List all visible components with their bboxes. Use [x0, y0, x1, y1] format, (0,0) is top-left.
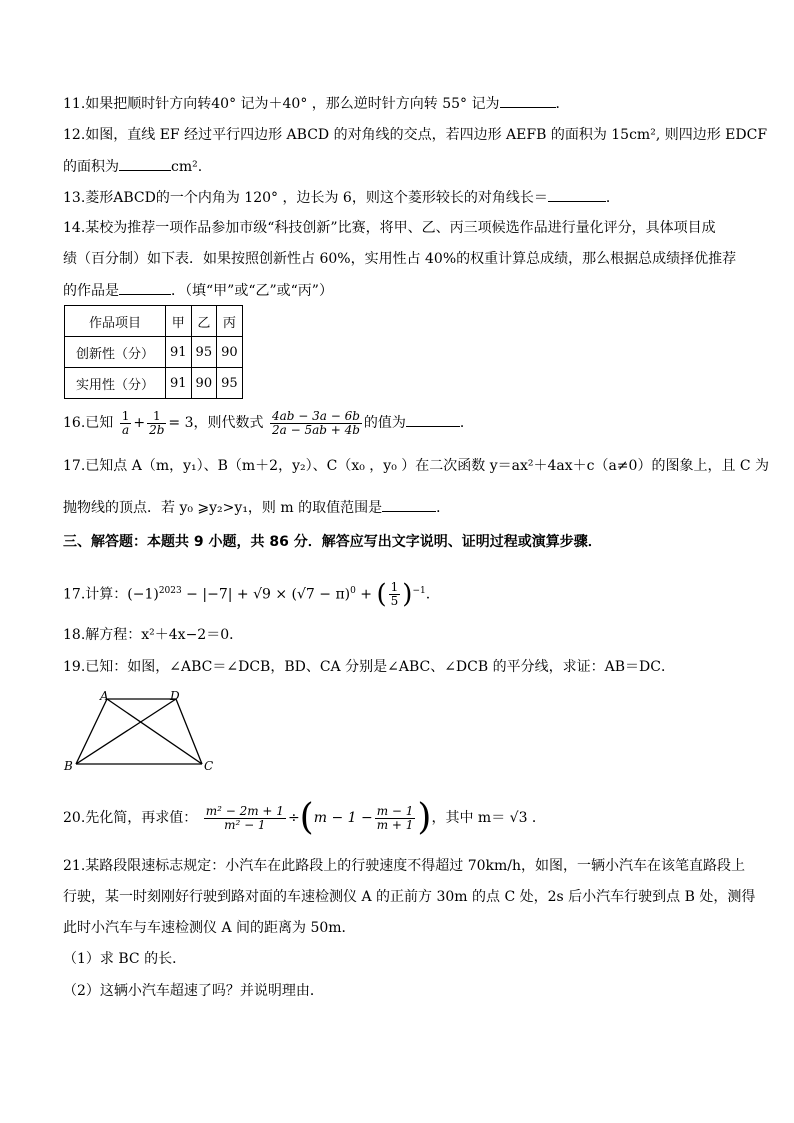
- answer-blank[interactable]: [119, 156, 171, 171]
- table-cell: 90: [191, 368, 217, 399]
- question-17a-line-2: 抛物线的顶点．若 y₀ ⩾y₂>y₁，则 m 的取值范围是 ．: [63, 497, 450, 518]
- fraction-inner: $\frac{m - 1}{m + 1}$: [376, 803, 414, 832]
- question-14-text-a: 的作品是: [63, 283, 119, 299]
- question-20-suffix: ，其中 m＝ √3 ．: [431, 810, 546, 826]
- question-12-line-2: [63, 156, 202, 177]
- question-16-eq: = 3，则代数式: [168, 415, 264, 431]
- table-row: [65, 337, 243, 368]
- question-13-text: 13.菱形ABCD的一个内角为 120° ，边长为 6，则这个菱形较长的对角线长＝: [63, 190, 548, 206]
- question-16: 16.已知 $\frac{1}{a}$ + $\frac{1}{2b}$ = 3，则代数式 $\frac{4ab - 3a - 6b}{2a - 5ab + 4b}$ 的值为 ．: [63, 408, 474, 437]
- table-row: [65, 368, 243, 399]
- table-cell: 91: [166, 368, 192, 399]
- question-18: 18.解方程：x²＋4x−2＝0．: [63, 627, 244, 643]
- question-16-suffix: 的值为: [363, 415, 406, 431]
- question-13: 13.菱形ABCD的一个内角为 120° ，边长为 6，则这个菱形较长的对角线长＝ ．: [63, 187, 620, 208]
- question-21-line-2: 行驶，某一时刻刚好行驶到路对面的车速检测仪 A 的正前方 30m 的点 C 处，2s 后小汽车行驶到点 B 处，测得: [63, 889, 756, 905]
- table-cell: 90: [217, 337, 243, 368]
- question-14-line-3: [63, 280, 333, 301]
- label-d: D: [170, 689, 180, 703]
- table-cell: 实用性（分）: [65, 368, 166, 399]
- label-c: C: [204, 759, 214, 773]
- answer-blank[interactable]: [406, 412, 460, 427]
- fraction-1-over-a: $\frac{1}{a}$: [121, 408, 130, 437]
- answer-blank[interactable]: [382, 497, 436, 512]
- question-20: 20.先化简，再求值： $\frac{\text{m² − 2m + 1}}{\text{m² − 1}}$ ÷(m − 1 − $\frac{m - 1}{m + 1}$ )，其中 m＝ √3 ．: [63, 797, 546, 838]
- question-11-text: 11.如果把顺时针方向转40° 记为＋40° ，那么逆时针方向转 55° 记为: [63, 96, 500, 112]
- question-17b: 17.计算：$(-1)^{2023} - |-7| + √9 \times (√7 - \pi)^0$ + ( $\frac{1}{5}$ )$^{-1}$.: [63, 579, 431, 610]
- question-14-line-1: 14.某校为推荐一项作品参加市级“科技创新”比赛，将甲、乙、丙三项候选作品进行量化评分，具体项目成: [63, 220, 716, 236]
- question-12-text-a: 的面积为: [63, 159, 119, 175]
- question-17b-prefix: 17.计算：: [63, 586, 128, 603]
- question-20-prefix: 20.先化简，再求值：: [63, 810, 198, 826]
- answer-blank[interactable]: [119, 280, 171, 295]
- question-16-prefix: 16.已知: [63, 415, 114, 431]
- fraction-main: $\frac{\text{m² − 2m + 1}}{\text{m² − 1}}$: [205, 803, 284, 832]
- question-19: 19.已知：如图，∠ABC＝∠DCB，BD、CA 分别是∠ABC、∠DCB 的平分线，求证：AB＝DC．: [63, 659, 675, 675]
- question-21-line-1: 21.某路段限速标志规定：小汽车在此路段上的行驶速度不得超过 70km/h，如图，一辆小汽车在该笔直路段上: [63, 858, 746, 874]
- question-17a-line-1: 17.已知点 A（m，y₁）、B（m＋2，y₂）、C（x₀ ，y₀ ）在二次函数 y＝ax²＋4ax＋c（a≠0）的图象上，且 C 为: [63, 458, 770, 474]
- score-table: [64, 305, 243, 399]
- question-12-text-b: cm².: [171, 159, 203, 175]
- question-21-part-1: （1）求 BC 的长．: [63, 951, 187, 967]
- label-b: B: [64, 759, 73, 773]
- fraction-1-over-2b: $\frac{1}{2b}$: [149, 408, 165, 437]
- question-12-line-1: 12.如图，直线 EF 经过平行四边形 ABCD 的对角线的交点，若四边形 AEFB 的面积为 15cm², 则四边形 EDCF: [63, 127, 768, 143]
- segment-dc: [176, 699, 202, 764]
- question-14-line-2: 绩（百分制）如下表．如果按照创新性占 60%，实用性占 40%的权重计算总成绩，那么根据总成绩择优推荐: [63, 251, 737, 267]
- question-21-part-2: （2）这辆小汽车超速了吗？并说明理由．: [63, 983, 324, 999]
- question-11: 11.如果把顺时针方向转40° 记为＋40° ，那么逆时针方向转 55° 记为 ．: [63, 93, 570, 114]
- fraction-expression: $\frac{4ab - 3a - 6b}{2a - 5ab + 4b}$: [271, 408, 360, 437]
- table-header-cell: 乙: [191, 306, 217, 337]
- answer-blank[interactable]: [548, 187, 606, 202]
- trapezoid-figure: [62, 688, 222, 774]
- segment-ac: [107, 699, 202, 764]
- table-header-cell: 作品项目: [65, 306, 166, 337]
- fraction-1-over-5: $\frac{1}{5}$: [390, 580, 399, 609]
- table-cell: 95: [191, 337, 217, 368]
- section-3-title: 三、解答题：本题共 9 小题，共 86 分．解答应写出文字说明、证明过程或演算步骤．: [63, 534, 602, 550]
- question-21-line-3: 此时小汽车与车速检测仪 A 间的距离为 50m．: [63, 920, 356, 936]
- table-header-cell: 甲: [166, 306, 192, 337]
- answer-blank[interactable]: [500, 93, 556, 108]
- question-17a-text-a: 抛物线的顶点．若 y₀ ⩾y₂>y₁，则 m 的取值范围是: [63, 500, 383, 516]
- table-header-cell: 丙: [217, 306, 243, 337]
- label-a: A: [100, 689, 109, 703]
- question-14-text-b: ．（填“甲”或“乙”或“丙”）: [171, 283, 333, 299]
- table-header-row: [65, 306, 243, 337]
- table-cell: 91: [166, 337, 192, 368]
- table-cell: 95: [217, 368, 243, 399]
- table-cell: 创新性（分）: [65, 337, 166, 368]
